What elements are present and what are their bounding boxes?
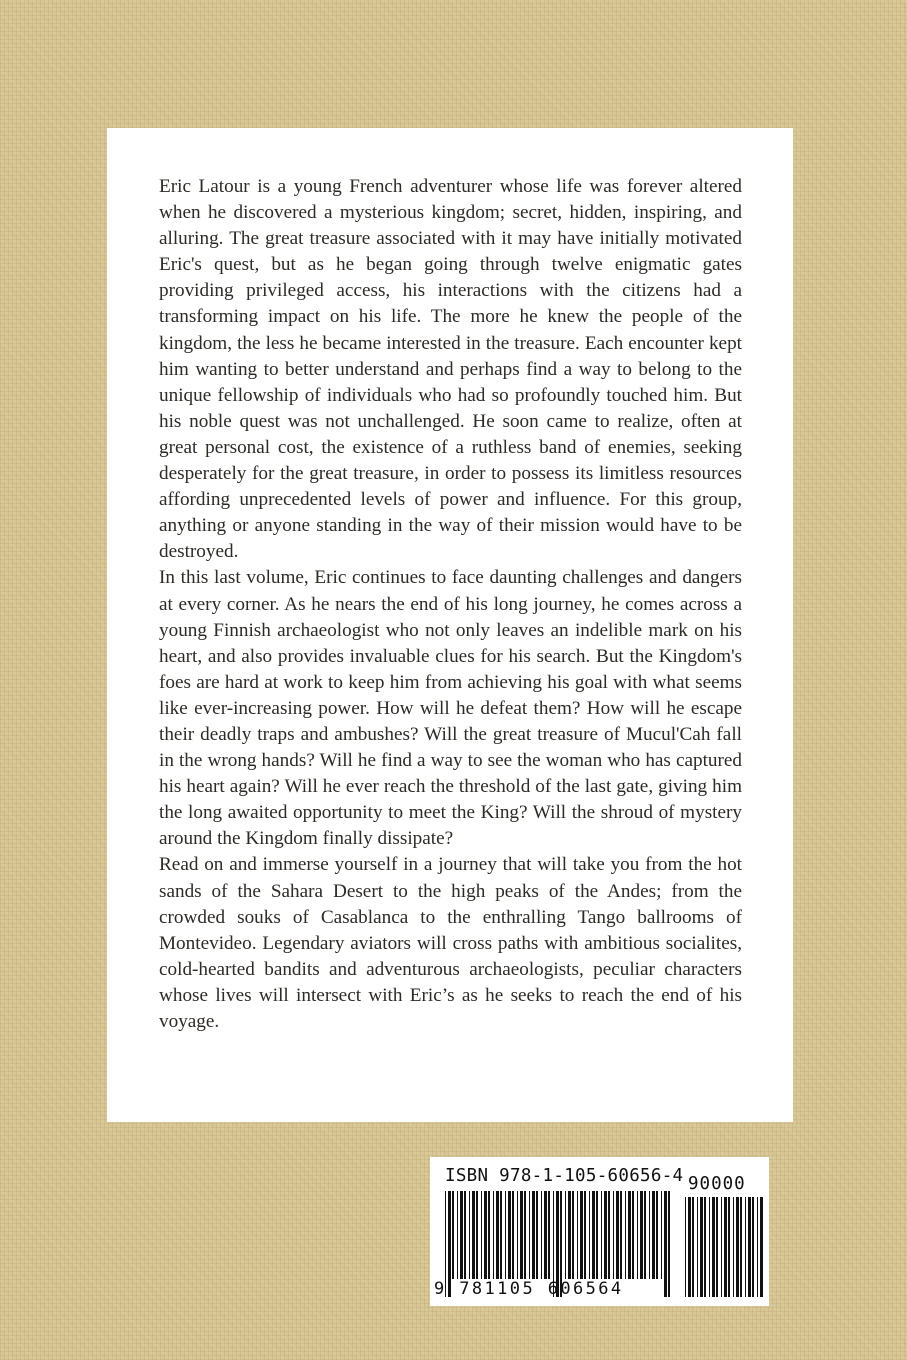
- barcode-bar: [616, 1191, 619, 1279]
- barcode-bar: [685, 1197, 686, 1297]
- barcode-bar: [697, 1197, 698, 1297]
- barcode-bar: [709, 1197, 710, 1297]
- barcode-bar: [668, 1191, 670, 1297]
- barcode-bar: [728, 1197, 730, 1297]
- barcode-bar: [721, 1197, 722, 1297]
- barcode-bar: [736, 1197, 739, 1297]
- barcode-bar: [457, 1191, 458, 1279]
- barcode-bar: [745, 1197, 746, 1297]
- barcode-bar: [692, 1197, 694, 1297]
- barcode-bar: [604, 1191, 607, 1279]
- barcode-bar: [541, 1191, 542, 1279]
- barcode-bar: [488, 1191, 490, 1279]
- barcode-digits: 9 781105 606564: [434, 1279, 624, 1299]
- barcode-bar: [517, 1191, 518, 1279]
- barcode-bar: [748, 1197, 751, 1297]
- barcode-bar: [688, 1197, 691, 1297]
- barcode-bar: [520, 1191, 523, 1279]
- barcode-bar: [484, 1191, 487, 1279]
- barcode-bar: [532, 1191, 535, 1279]
- barcode-bar: [493, 1191, 494, 1279]
- barcode-bar: [608, 1191, 610, 1279]
- barcode-bar: [500, 1191, 502, 1279]
- barcode-bar: [656, 1191, 658, 1279]
- barcode-bar: [632, 1191, 634, 1279]
- barcode-bar: [760, 1197, 763, 1297]
- barcode-bar: [496, 1191, 499, 1279]
- barcode-bar: [568, 1191, 571, 1279]
- barcode-bar: [536, 1191, 538, 1279]
- barcode-bar: [481, 1191, 482, 1279]
- barcode-bar: [733, 1197, 734, 1297]
- barcode-bar: [580, 1191, 583, 1279]
- barcode-bar: [584, 1191, 586, 1279]
- barcode-bar: [577, 1191, 578, 1279]
- blurb-paragraph-3: Read on and immerse yourself in a journey that will take you from the hot sands of the Sahara Desert to the high peaks of the Andes; from the crowded souks of Casablanca to the enthralling Tango ballrooms of Montevideo. Legendary aviators will cross paths with ambitious socialites, cold-hearted bandits and adventurous archaeologists, peculiar characters whose lives will intersect with Eric’s as he seeks to reach the end of his voyage.: [159, 854, 742, 1032]
- barcode-bar: [512, 1191, 514, 1279]
- addon-barcode-bars: [685, 1197, 763, 1297]
- barcode-bar: [601, 1191, 602, 1279]
- barcode-bar: [620, 1191, 622, 1279]
- barcode-bar: [469, 1191, 470, 1279]
- barcode-bar: [508, 1191, 511, 1279]
- barcode-bar: [524, 1191, 526, 1279]
- barcode-bar: [652, 1191, 655, 1279]
- barcode-bar: [752, 1197, 754, 1297]
- barcode-bar: [548, 1191, 550, 1279]
- isbn-label: ISBN 978-1-105-60656-4: [445, 1166, 684, 1186]
- barcode-bar: [661, 1191, 662, 1279]
- barcode-bar: [529, 1191, 530, 1279]
- price-code: 90000: [688, 1174, 746, 1194]
- blurb-paragraph-2: In this last volume, Eric continues to face daunting challenges and dangers at every corner. As he nears the end of his long journey, he comes across a young Finnish archaeologist who not only leaves an indelible mark on his heart, and also provides invaluable clues for his search. But the Kingdom's foes are hard at work to keep him from achieving his goal with what seems like ever-increasing power. How will he defeat them? How will he escape their deadly traps and ambushes? Will the great treasure of Mucul'Cah fall in the wrong hands? Will he find a way to see the woman who has captured his heart again? Will he ever reach the threshold of the last gate, giving him the long awaited opportunity to meet the King? Will the shroud of mystery around the Kingdom finally dissipate?: [159, 567, 742, 850]
- barcode-bar: [712, 1197, 715, 1297]
- barcode-bar: [637, 1191, 638, 1279]
- barcode-bar: [464, 1191, 466, 1279]
- barcode-bar: [460, 1191, 463, 1279]
- barcode-bar: [704, 1197, 706, 1297]
- barcode-bar: [596, 1191, 598, 1279]
- barcode-bar: [472, 1191, 475, 1279]
- barcode-bar: [592, 1191, 595, 1279]
- barcode-bar: [649, 1191, 650, 1279]
- barcode-bar: [625, 1191, 626, 1279]
- barcode-bar: [640, 1191, 643, 1279]
- barcode-bar: [452, 1191, 454, 1279]
- barcode-bar: [740, 1197, 742, 1297]
- barcode-bar: [572, 1191, 574, 1279]
- barcode-bar: [664, 1191, 667, 1297]
- barcode-bar: [505, 1191, 506, 1279]
- barcode-bar: [476, 1191, 478, 1279]
- blurb-paragraph-1: Eric Latour is a young French adventurer whose life was forever altered when he discovered a mysterious kingdom; secret, hidden, inspiring, and alluring. The great treasure associated with it may have initially motivated Eric's quest, but as he began going through twelve enigmatic gates providing privileged access, his interactions with the citizens had a transforming impact on his life. The more he knew the people of the kingdom, the less he became interested in the treasure. Each encounter kept him wanting to better understand and perhaps find a way to belong to the unique fellowship of individuals who had so profoundly touched him. But his noble quest was not unchallenged. He soon came to realize, often at great personal cost, the existence of a ruthless band of enemies, seeking desperately for the great treasure, in order to possess its limitless resources affording unprecedented levels of power and influence. For this group, anything or anyone standing in the way of their mission would have to be destroyed.: [159, 176, 742, 563]
- barcode-bar: [589, 1191, 590, 1279]
- barcode-bar: [757, 1197, 758, 1297]
- barcode-bar: [628, 1191, 631, 1279]
- barcode-bar: [613, 1191, 614, 1279]
- barcode-bar: [700, 1197, 703, 1297]
- isbn-barcode: [430, 1157, 769, 1306]
- barcode-bar: [544, 1191, 547, 1279]
- blurb-panel: [107, 128, 793, 1122]
- barcode-bar: [644, 1191, 646, 1279]
- barcode-bar: [724, 1197, 727, 1297]
- barcode-bar: [565, 1191, 566, 1279]
- barcode-bar: [716, 1197, 718, 1297]
